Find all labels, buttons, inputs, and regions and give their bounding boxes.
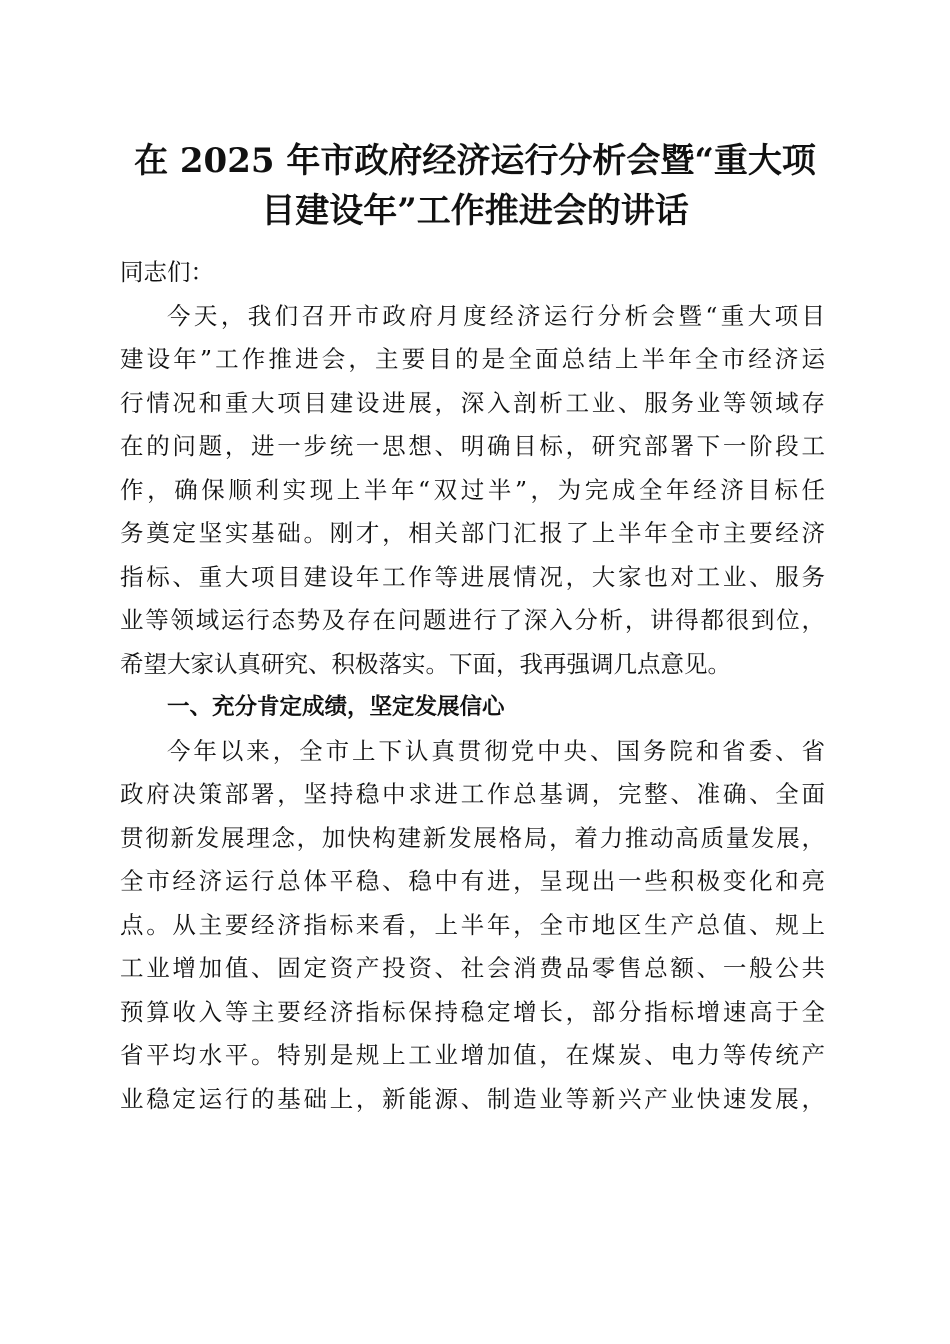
paragraph-line: 贯彻新发展理念，加快构建新发展格局，着力推动高质量发展， (120, 823, 825, 852)
paragraph-line: 预算收入等主要经济指标保持稳定增长，部分指标增速高于全 (120, 997, 825, 1026)
section-heading: 一、充分肯定成绩，坚定发展信心 (167, 694, 505, 720)
paragraph-line: 今年以来，全市上下认真贯彻党中央、国务院和省委、省 (167, 736, 825, 765)
paragraph-line: 希望大家认真研究、积极落实。下面，我再强调几点意见。 (120, 649, 731, 678)
paragraph-line: 务奠定坚实基础。刚才，相关部门汇报了上半年全市主要经济 (120, 519, 825, 547)
paragraph-line: 点。从主要经济指标来看，上半年，全市地区生产总值、规上 (120, 910, 825, 939)
paragraph-line: 业等领域运行态势及存在问题进行了深入分析，讲得都很到位， (120, 606, 825, 634)
salutation: 同志们： (120, 258, 214, 286)
document-title-line-2: 目建设年”工作推进会的讲话 (261, 191, 689, 231)
paragraph-achievements (120, 730, 825, 1122)
paragraph-line: 政府决策部署，坚持稳中求进工作总基调，完整、准确、全面 (120, 780, 825, 808)
paragraph-line: 在的问题，进一步统一思想、明确目标，研究部署下一阶段工 (120, 432, 825, 460)
paragraph-line: 业稳定运行的基础上，新能源、制造业等新兴产业快速发展， (120, 1084, 825, 1113)
paragraph-intro (120, 295, 825, 687)
document-body (120, 251, 825, 1121)
document-title-line-1: 在 2025 年市政府经济运行分析会暨“重大项 (134, 141, 816, 181)
paragraph-line: 建设年”工作推进会，主要目的是全面总结上半年全市经济运 (120, 345, 825, 373)
paragraph-line: 作，确保顺利实现上半年“双过半”，为完成全年经济目标任 (120, 475, 825, 504)
paragraph-line: 工业增加值、固定资产投资、社会消费品零售总额、一般公共 (120, 954, 825, 982)
paragraph-line: 行情况和重大项目建设进展，深入剖析工业、服务业等领域存 (120, 388, 825, 417)
paragraph-line: 全市经济运行总体平稳、稳中有进，呈现出一些积极变化和亮 (120, 867, 825, 895)
paragraph-line: 省平均水平。特别是规上工业增加值，在煤炭、电力等传统产 (120, 1041, 825, 1069)
paragraph-line: 指标、重大项目建设年工作等进展情况，大家也对工业、服务 (120, 562, 825, 591)
paragraph-line: 今天，我们召开市政府月度经济运行分析会暨“重大项目 (167, 301, 825, 330)
